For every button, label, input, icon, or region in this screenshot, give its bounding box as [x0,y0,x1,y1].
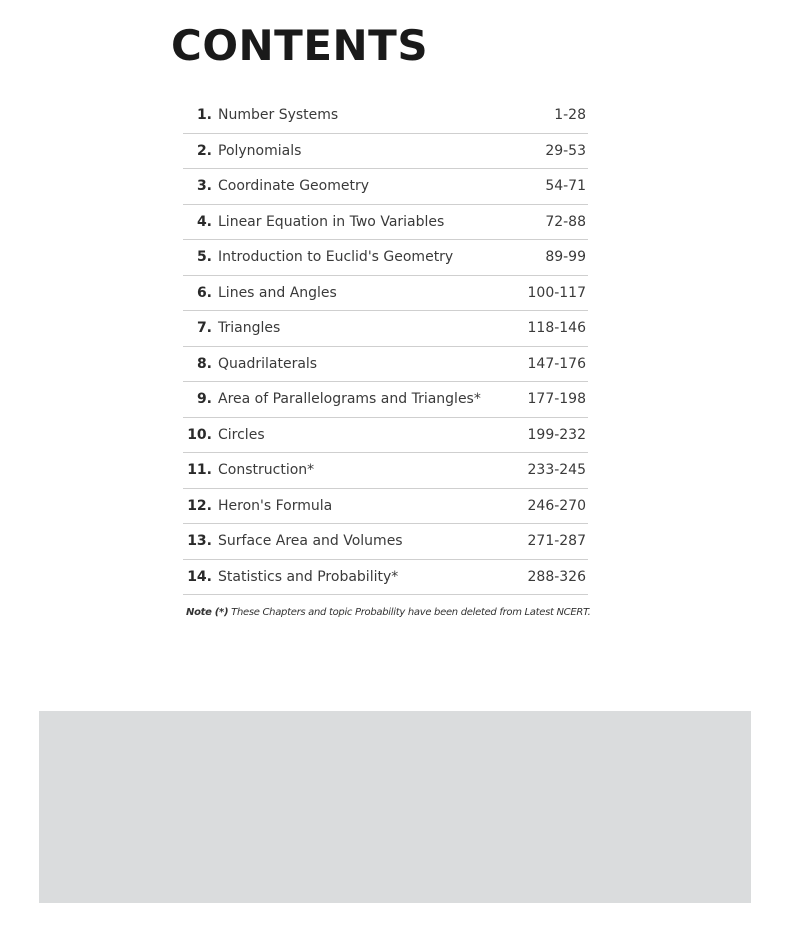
toc-row-9 [183,382,588,418]
chapter-title: Introduction to Euclid's Geometry [218,249,454,266]
page-range: 233-245 [527,462,586,479]
page-range: 89-99 [545,249,586,266]
page-range: 288-326 [527,568,586,585]
chapter-title: Circles [218,426,265,443]
chapter-number: 5. [196,249,212,266]
chapter-number: 12. [187,497,212,514]
chapter-title: Triangles [218,320,281,337]
toc-row-1 [183,98,588,134]
toc-row-3 [183,169,588,205]
chapter-number: 8. [196,355,212,372]
page-range: 271-287 [527,533,586,550]
chapter-number: 13. [187,533,212,550]
chapter-title: Heron's Formula [218,497,333,514]
chapter-title: Area of Parallelograms and Triangles* [218,391,481,408]
chapter-number: 7. [196,320,212,337]
chapter-title: Polynomials [218,142,302,159]
toc-row-7 [183,311,588,347]
toc-row-2 [183,134,588,170]
gray-panel [39,711,751,903]
chapter-title: Construction* [218,462,315,479]
footnote [186,607,591,618]
toc-row-13 [183,524,588,560]
chapter-title: Linear Equation in Two Variables [218,213,445,230]
page-range: 199-232 [527,426,586,443]
footnote-text: These Chapters and topic Probability have been deleted from Latest NCERT. [231,607,591,618]
page-title: CONTENTS [171,21,429,70]
toc-row-6 [183,276,588,312]
page-range: 1-28 [554,107,586,124]
chapter-number: 9. [196,391,212,408]
page-range: 177-198 [527,391,586,408]
toc-row-12 [183,489,588,525]
chapter-number: 6. [196,284,212,301]
page-range: 72-88 [545,213,586,230]
chapter-title: Quadrilaterals [218,355,318,372]
chapter-title: Number Systems [218,107,339,124]
page-range: 147-176 [527,355,586,372]
page-range: 54-71 [545,178,586,195]
chapter-number: 3. [196,178,212,195]
chapter-title: Lines and Angles [218,284,337,301]
page-range: 100-117 [527,284,586,301]
toc-row-4 [183,205,588,241]
chapter-number: 1. [196,107,212,124]
chapter-number: 10. [187,426,212,443]
chapter-number: 11. [187,462,212,479]
page-range: 118-146 [527,320,586,337]
table-of-contents [183,98,588,595]
chapter-number: 2. [196,142,212,159]
footnote-label: Note (*) [186,607,229,618]
toc-row-10 [183,418,588,454]
toc-row-8 [183,347,588,383]
toc-row-11 [183,453,588,489]
chapter-number: 4. [196,213,212,230]
chapter-title: Statistics and Probability* [218,568,399,585]
page-range: 29-53 [545,142,586,159]
toc-row-14 [183,560,588,596]
page-range: 246-270 [527,497,586,514]
chapter-title: Coordinate Geometry [218,178,370,195]
chapter-title: Surface Area and Volumes [218,533,403,550]
chapter-number: 14. [187,568,212,585]
toc-row-5 [183,240,588,276]
